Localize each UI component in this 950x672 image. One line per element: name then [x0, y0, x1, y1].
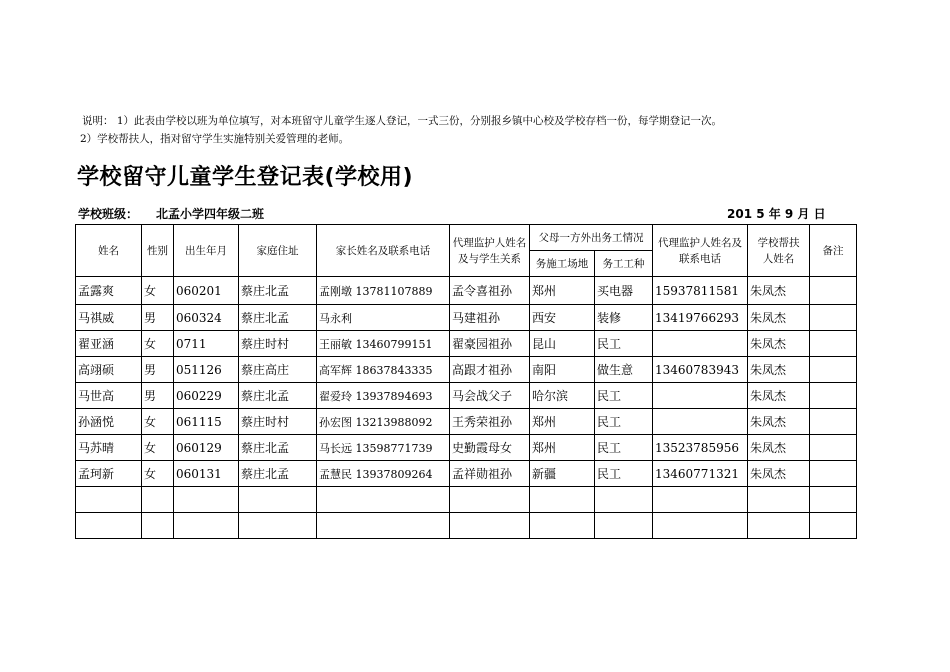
cell-remark [810, 409, 857, 435]
header-work-type: 务工工种 [595, 251, 653, 277]
cell-address: 蔡庄时村 [239, 331, 317, 357]
cell-birth [174, 487, 239, 513]
cell-birth: 060129 [174, 435, 239, 461]
cell-gender: 女 [142, 277, 174, 305]
cell-remark [810, 277, 857, 305]
table-body [76, 277, 857, 539]
cell-remark [810, 331, 857, 357]
cell-birth [174, 513, 239, 539]
cell-guardian-phone: 13460771321 [653, 461, 748, 487]
header-guardian-line1: 代理监护人姓名 [452, 236, 527, 249]
cell-parent: 马永利 [317, 305, 450, 331]
cell-address: 蔡庄北孟 [239, 383, 317, 409]
cell-gender: 男 [142, 357, 174, 383]
cell-parent: 翟爱玲 13937894693 [317, 383, 450, 409]
header-gender: 性别 [142, 225, 174, 277]
cell-helper: 朱凤杰 [748, 435, 810, 461]
header-name: 姓名 [76, 225, 142, 277]
cell-name [76, 513, 142, 539]
cell-gender: 女 [142, 331, 174, 357]
cell-work-place: 郑州 [530, 277, 595, 305]
cell-birth: 060324 [174, 305, 239, 331]
table-row [76, 409, 857, 435]
header-work-group: 父母一方外出务工情况 [530, 225, 653, 251]
cell-name: 孙涵悦 [76, 409, 142, 435]
cell-guardian-phone [653, 513, 748, 539]
cell-parent [317, 513, 450, 539]
cell-guardian-phone [653, 331, 748, 357]
cell-work-place: 南阳 [530, 357, 595, 383]
cell-work-type: 民工 [595, 409, 653, 435]
cell-work-place [530, 513, 595, 539]
cell-guardian-phone: 15937811581 [653, 277, 748, 305]
cell-work-place: 郑州 [530, 409, 595, 435]
table-row [76, 277, 857, 305]
cell-address: 蔡庄北孟 [239, 305, 317, 331]
cell-name: 孟珂新 [76, 461, 142, 487]
page-title: 学校留守儿童学生登记表(学校用) [77, 165, 414, 190]
cell-guardian: 王秀荣祖孙 [450, 409, 530, 435]
table-row [76, 357, 857, 383]
cell-gender: 男 [142, 305, 174, 331]
cell-helper [748, 487, 810, 513]
cell-guardian-phone: 13460783943 [653, 357, 748, 383]
cell-parent: 孟慧民 13937809264 [317, 461, 450, 487]
cell-birth: 051126 [174, 357, 239, 383]
cell-remark [810, 513, 857, 539]
table-row [76, 331, 857, 357]
cell-work-type: 民工 [595, 461, 653, 487]
cell-work-type: 民工 [595, 331, 653, 357]
cell-helper: 朱凤杰 [748, 383, 810, 409]
cell-helper [748, 513, 810, 539]
cell-guardian: 翟豪园祖孙 [450, 331, 530, 357]
header-helper-line1: 学校帮扶 [757, 236, 800, 249]
registration-table [75, 224, 857, 539]
cell-gender: 女 [142, 461, 174, 487]
table-row [76, 487, 857, 513]
cell-address: 蔡庄北孟 [239, 277, 317, 305]
cell-guardian: 马建祖孙 [450, 305, 530, 331]
cell-guardian-phone [653, 487, 748, 513]
header-work-place: 务施工场地 [530, 251, 595, 277]
cell-birth: 061115 [174, 409, 239, 435]
cell-work-type: 装修 [595, 305, 653, 331]
cell-remark [810, 487, 857, 513]
cell-address: 蔡庄时村 [239, 409, 317, 435]
cell-work-place: 郑州 [530, 435, 595, 461]
cell-remark [810, 435, 857, 461]
cell-address [239, 487, 317, 513]
cell-gender: 女 [142, 409, 174, 435]
cell-name: 高翊硕 [76, 357, 142, 383]
header-guardian-line2: 及与学生关系 [458, 252, 521, 265]
cell-work-place [530, 487, 595, 513]
cell-remark [810, 357, 857, 383]
table-row [76, 461, 857, 487]
cell-helper: 朱凤杰 [748, 305, 810, 331]
cell-guardian-phone: 13523785956 [653, 435, 748, 461]
cell-parent: 孟刚墩 13781107889 [317, 277, 450, 305]
cell-work-type: 买电器 [595, 277, 653, 305]
header-parent: 家长姓名及联系电话 [317, 225, 450, 277]
cell-guardian: 孟祥勋祖孙 [450, 461, 530, 487]
header-helper-line2: 人姓名 [762, 252, 795, 265]
cell-work-place: 昆山 [530, 331, 595, 357]
cell-birth: 060229 [174, 383, 239, 409]
cell-birth: 0711 [174, 331, 239, 357]
cell-work-type [595, 487, 653, 513]
cell-work-type [595, 513, 653, 539]
cell-work-type: 民工 [595, 383, 653, 409]
cell-guardian: 史勤霞母女 [450, 435, 530, 461]
cell-guardian: 马会战父子 [450, 383, 530, 409]
cell-name: 马苏晴 [76, 435, 142, 461]
cell-guardian-phone [653, 383, 748, 409]
cell-gender: 男 [142, 383, 174, 409]
cell-name: 马世高 [76, 383, 142, 409]
cell-guardian: 高跟才祖孙 [450, 357, 530, 383]
cell-helper: 朱凤杰 [748, 331, 810, 357]
cell-guardian-phone [653, 409, 748, 435]
table-row [76, 513, 857, 539]
cell-parent [317, 487, 450, 513]
cell-work-place: 新疆 [530, 461, 595, 487]
header-guardian [450, 225, 530, 277]
cell-guardian [450, 487, 530, 513]
cell-work-type: 做生意 [595, 357, 653, 383]
cell-parent: 马长远 13598771739 [317, 435, 450, 461]
instructions-line-1: 说明： 1）此表由学校以班为单位填写，对本班留守儿童学生逐人登记，一式三份，分别报乡镇中心校及学校存档一份，每学期登记一次。 [82, 115, 723, 127]
table-row [76, 383, 857, 409]
table-row [76, 305, 857, 331]
table-row [76, 435, 857, 461]
class-label: 学校班级： [78, 207, 139, 221]
cell-parent: 孙宏图 13213988092 [317, 409, 450, 435]
cell-helper: 朱凤杰 [748, 357, 810, 383]
header-remark: 备注 [810, 225, 857, 277]
cell-address [239, 513, 317, 539]
header-helper [748, 225, 810, 277]
header-guardian-phone-line1: 代理监护人姓名及 [658, 236, 742, 249]
cell-parent: 王丽敏 13460799151 [317, 331, 450, 357]
cell-birth: 060201 [174, 277, 239, 305]
cell-work-place: 哈尔滨 [530, 383, 595, 409]
cell-helper: 朱凤杰 [748, 461, 810, 487]
cell-remark [810, 305, 857, 331]
cell-work-type: 民工 [595, 435, 653, 461]
cell-address: 蔡庄北孟 [239, 435, 317, 461]
cell-address: 蔡庄北孟 [239, 461, 317, 487]
cell-gender [142, 513, 174, 539]
header-guardian-phone [653, 225, 748, 277]
cell-name: 孟露爽 [76, 277, 142, 305]
header-address: 家庭住址 [239, 225, 317, 277]
date-field: 201 5 年 9 月 日 [727, 207, 826, 221]
cell-helper: 朱凤杰 [748, 277, 810, 305]
cell-parent: 高军辉 18637843335 [317, 357, 450, 383]
instructions-line-2: 2）学校帮扶人，指对留守学生实施特别关爱管理的老师。 [80, 133, 350, 145]
cell-guardian: 孟令喜祖孙 [450, 277, 530, 305]
cell-address: 蔡庄高庄 [239, 357, 317, 383]
cell-name: 翟亚涵 [76, 331, 142, 357]
cell-guardian [450, 513, 530, 539]
header-birth: 出生年月 [174, 225, 239, 277]
cell-gender [142, 487, 174, 513]
cell-name: 马祺威 [76, 305, 142, 331]
class-value: 北孟小学四年级二班 [156, 207, 265, 221]
cell-remark [810, 461, 857, 487]
cell-work-place: 西安 [530, 305, 595, 331]
header-guardian-phone-line2: 联系电话 [679, 252, 721, 265]
cell-birth: 060131 [174, 461, 239, 487]
cell-remark [810, 383, 857, 409]
cell-gender: 女 [142, 435, 174, 461]
cell-guardian-phone: 13419766293 [653, 305, 748, 331]
cell-helper: 朱凤杰 [748, 409, 810, 435]
cell-name [76, 487, 142, 513]
